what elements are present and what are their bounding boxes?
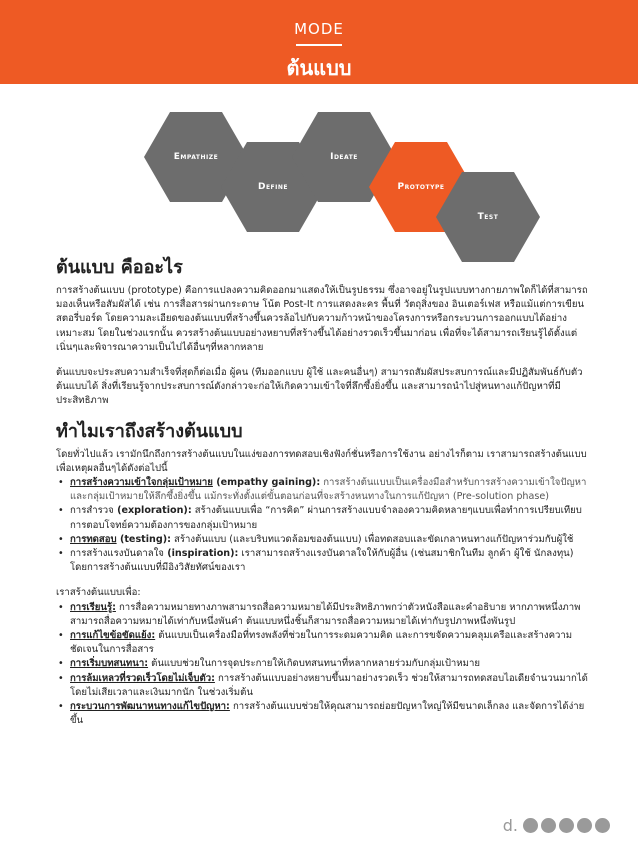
hex-label-test: Test — [477, 212, 499, 222]
list-item — [56, 547, 588, 575]
reason-desc: การสร้างต้นแบบเป็นเครื่องมือสำหรับการสร้างความเข้าใจปัญหาและกลุ่มเป้าหมายให้ลึกซึ้งยิ่งขึ้น แม้กระทั่งตั้งแต่ขั้นตอนก่อนที่จะสร้างหนทางในการแก้ปัญหา (Pre-solution phase) — [70, 477, 587, 503]
main-content — [56, 256, 588, 728]
reason-desc: สร้างต้นแบบเพื่อ “การคิด” ผ่านการสร้างแบบจำลองความคิดหลายๆแบบเพื่อทำการเปรียบเทียบการตอบโจทย์ความต้องการของกลุ่มเป้าหมาย — [70, 505, 582, 531]
mode-dot-icon — [541, 818, 556, 833]
section-heading-what-is-prototype: ต้นแบบ คืออะไร — [56, 257, 183, 278]
list-item — [56, 700, 588, 728]
list-item — [56, 629, 588, 657]
purpose-desc: การสื่อความหมายทางภาพสามารถสื่อความหมายได้มีประสิทธิภาพกว่าตัวหนังสือและคำอธิบาย หากภาพหนึ่งภาพสามารถสื่อความหมายได้เท่ากับหนึ่งพันคำ ต้นแบบหนึ่งชิ้นก็สามารถสื่อความหมายได้เท่ากับรูปภาพหนึ่งพันรูป — [70, 601, 581, 627]
hex-test — [436, 172, 540, 262]
hex-label-ideate: Ideate — [330, 152, 358, 162]
purpose-desc: ต้นแบบเป็นเครื่องมือที่ทรงพลังที่ช่วยในการระดมความคิด และการขจัดความคลุมเครือและสร้างความชัดเจนในการสื่อสาร — [70, 630, 573, 656]
purpose-desc: การสร้างต้นแบบอย่างหยาบขึ้นมาอย่างรวดเร็ว ช่วยให้สามารถทดสอบไอเดียจำนวนมากได้โดยไม่เสียเวลาและเงินมากนัก ในช่วงเริ่มต้น — [70, 672, 588, 698]
purpose-list — [56, 601, 588, 729]
mode-dot-icon — [559, 818, 574, 833]
purpose-term: การเริ่มบทสนทนา: — [70, 658, 149, 670]
purpose-term: การแก้ไขข้อขัดแย้ง: — [70, 630, 156, 642]
list-item — [56, 657, 588, 671]
purpose-term: กระบวนการพัฒนาหนทางแก้ไขปัญหา: — [70, 701, 230, 713]
paragraph-definition: การสร้างต้นแบบ (prototype) คือการแปลงความคิดออกมาแสดงให้เป็นรูปธรรม ซึ่งอาจอยู่ในรูปแบบทางกายภาพใดก็ได้ที่สามารถมองเห็นหรือสัมผัสได้ เช่น การสื่อสารผ่านกระดาษ โน้ต Post-It การแสดงละคร พื้นที่ วัตถุสิ่งของ อินเตอร์เฟส หรือแม้แต่การเขียนสตอรี่บอร์ด โดยความละเอียดของต้นแบบที่สร้างขึ้นควรล้อไปกับความก้าวหน้าของโครงการหรือกระบวนการออกแบบได้อย่างเหมาะสม โดยในช่วงแรกนั้น ควรสร้างต้นแบบอย่างหยาบที่สร้างขึ้นได้อย่างรวดเร็วขึ้นมาก่อน เพื่อที่จะได้สามารถเรียนรู้ได้ตั้งแต่เนิ่นๆและพิจารณาความเป็นไปได้อื่นๆที่หลากหลาย — [56, 285, 588, 353]
reason-en: (empathy gaining): — [212, 477, 321, 489]
list-item — [56, 504, 588, 532]
purpose-term: การล้มเหลวที่รวดเร็วโดยไม่เจ็บตัว: — [70, 672, 215, 684]
reason-desc: เราสามารถสร้างแรงบันดาลใจให้กับผู้อื่น (เช่นสมาชิกในทีม ลูกค้า ผู้ใช้ นักลงทุน) โดยการสร้างต้นแบบที่มีอิงวิสัยทัศน์ของเรา — [70, 548, 574, 574]
paragraph-why-intro: โดยทั่วไปแล้ว เรามักนึกถึงการสร้างต้นแบบในแง่ของการทดสอบเชิงฟังก์ชั่นหรือการใช้งาน อย่างไรก็ตาม เราสามารถสร้างต้นแบบเพื่อเหตุผลอื่นๆได้ดังต่อไปนี้ — [56, 448, 587, 474]
reason-term: การทดสอบ — [70, 533, 117, 545]
reason-en: (inspiration): — [163, 548, 239, 560]
paragraph-success: ต้นแบบจะประสบความสำเร็จที่สุดก็ต่อเมื่อ ผู้คน (ทีมออกแบบ ผู้ใช้ และคนอื่นๆ) สามารถสัมผัสประสบการณ์และมีปฏิสัมพันธ์กับตัวต้นแบบได้ สิ่งที่เรียนรู้จากประสบการณ์ดังกล่าวจะก่อให้เกิดความเข้าใจที่ลึกซึ้งยิ่งขึ้น และสามารถนำไปสู่หนทางแก้ปัญหาที่มีประสิทธิภาพ — [56, 367, 583, 407]
section-heading-why-prototype: ทำไมเราถึงสร้างต้นแบบ — [56, 420, 243, 442]
header-rule — [296, 44, 342, 46]
hex-label-define: Define — [257, 182, 289, 192]
hex-label-empathize: Empathize — [173, 152, 219, 162]
page-title: ต้นแบบ — [286, 56, 352, 80]
purpose-term: การเรียนรู้: — [70, 601, 116, 613]
purpose-desc: การสร้างต้นแบบช่วยให้คุณสามารถย่อยปัญหาใหญ่ให้มีขนาดเล็กลง และจัดการได้ง่ายขึ้น — [70, 701, 585, 727]
brand-footer — [503, 816, 610, 835]
list-item — [56, 476, 588, 504]
reason-desc: สร้างต้นแบบ (และบริบทแวดล้อมของต้นแบบ) เพื่อทดสอบและขัดเกลาหนทางแก้ปัญหาร่วมกับผู้ใช้ — [170, 533, 574, 545]
reason-term: การสร้างแรงบันดาลใจ — [70, 548, 164, 560]
mode-dot-icon — [523, 818, 538, 833]
paragraph-purpose-intro: เราสร้างต้นแบบเพื่อ: — [56, 587, 141, 599]
brand-mark: d. — [502, 816, 518, 835]
reason-term: การสร้างความเข้าใจกลุ่มเป้าหมาย — [70, 477, 213, 489]
reasons-list — [56, 476, 588, 575]
mode-header — [0, 0, 638, 84]
list-item — [56, 533, 588, 547]
purpose-desc: ต้นแบบช่วยในการจุดประกายให้เกิดบทสนทนาที่หลากหลายร่วมกับกลุ่มเป้าหมาย — [148, 658, 480, 670]
mode-label: MODE — [294, 20, 344, 38]
list-item — [56, 672, 588, 700]
reason-term: การสำรวจ — [70, 505, 114, 517]
mode-dot-icon — [577, 818, 592, 833]
reason-en: (testing): — [116, 533, 171, 545]
process-hexagons — [0, 112, 638, 252]
hex-label-prototype: Prototype — [397, 182, 445, 192]
mode-dot-icon — [595, 818, 610, 833]
list-item — [56, 601, 588, 629]
reason-en: (exploration): — [113, 505, 192, 517]
